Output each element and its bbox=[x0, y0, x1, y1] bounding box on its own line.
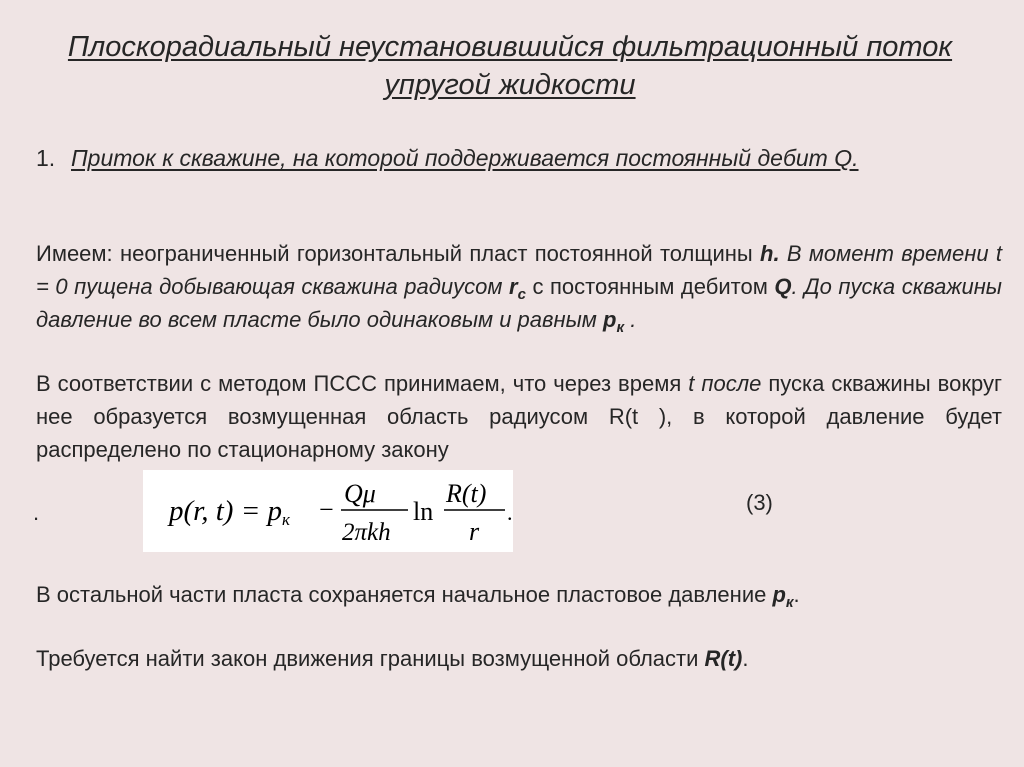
p2-t-after: t после bbox=[688, 371, 762, 396]
formula-lhs-subscript: к bbox=[282, 510, 290, 529]
slide-title: Плоскорадиальный неустановившийся фильтрационный поток упругой жидкости bbox=[67, 31, 953, 101]
p1-text-4: . До пуска скважины давление во всем пласте было одинаковым и равным bbox=[36, 274, 1002, 332]
p4-rt: R(t) bbox=[704, 646, 743, 671]
p3-p-subscript: к bbox=[785, 594, 794, 611]
p2-text-2: пуска скважины вокруг нее образуется возмущенная область радиусом R(t ), в которой давление будет распределено по стационарному закону bbox=[36, 371, 1002, 462]
p1-text-5: . bbox=[624, 307, 637, 332]
p3-text-2: . bbox=[793, 582, 800, 607]
formula-image bbox=[143, 470, 513, 552]
p1-q: Q bbox=[774, 274, 792, 299]
p3-p-symbol: p bbox=[772, 582, 786, 607]
equation-number: (3) bbox=[746, 490, 773, 515]
p1-text-1: Имеем: неограниченный горизонтальный пласт постоянной толщины bbox=[36, 241, 761, 266]
p4-text-2: . bbox=[742, 646, 749, 671]
p3-text-1: В остальной части пласта сохраняется начальное пластовое давление bbox=[36, 582, 773, 607]
p4-text-1: Требуется найти закон движения границы возмущенной области bbox=[36, 646, 705, 671]
formula-ratio-denominator: r bbox=[469, 517, 480, 546]
p1-text-2: В момент времени t = 0 пущена добывающая скважина радиусом bbox=[36, 241, 1002, 299]
p1-r-symbol: r bbox=[509, 274, 518, 299]
paragraph-remaining bbox=[36, 578, 1002, 611]
formula-ln: ln bbox=[413, 497, 434, 526]
p1-r-subscript: c bbox=[517, 286, 526, 303]
formula-dot: . bbox=[33, 500, 40, 525]
p1-p-subscript: к bbox=[616, 319, 625, 336]
paragraph-setup bbox=[36, 237, 1002, 336]
formula-ratio-numerator: R(t) bbox=[446, 479, 487, 508]
section-heading bbox=[36, 142, 1002, 175]
formula-denominator: 2πkh bbox=[342, 519, 391, 546]
formula-lhs: p(r, t) = pк bbox=[169, 495, 290, 529]
p2-text-1: В соответствии с методом ПССС принимаем, что через время bbox=[36, 371, 689, 396]
p1-p-symbol: p bbox=[603, 307, 617, 332]
p1-text-3: с постоянным дебитом bbox=[525, 274, 775, 299]
p3-p bbox=[772, 582, 794, 611]
p1-p bbox=[603, 307, 625, 336]
paragraph-task bbox=[36, 642, 1002, 675]
formula-numerator: Qμ bbox=[344, 479, 376, 508]
p1-r bbox=[509, 274, 526, 303]
section-number: 1. bbox=[36, 145, 56, 171]
formula-minus: − bbox=[319, 495, 334, 524]
p1-h: h. bbox=[760, 241, 780, 266]
paragraph-method bbox=[36, 367, 1002, 466]
formula-tail-dot: . bbox=[507, 500, 513, 525]
section-heading-text: Приток к скважине, на которой поддерживается постоянный дебит Q. bbox=[71, 145, 859, 171]
